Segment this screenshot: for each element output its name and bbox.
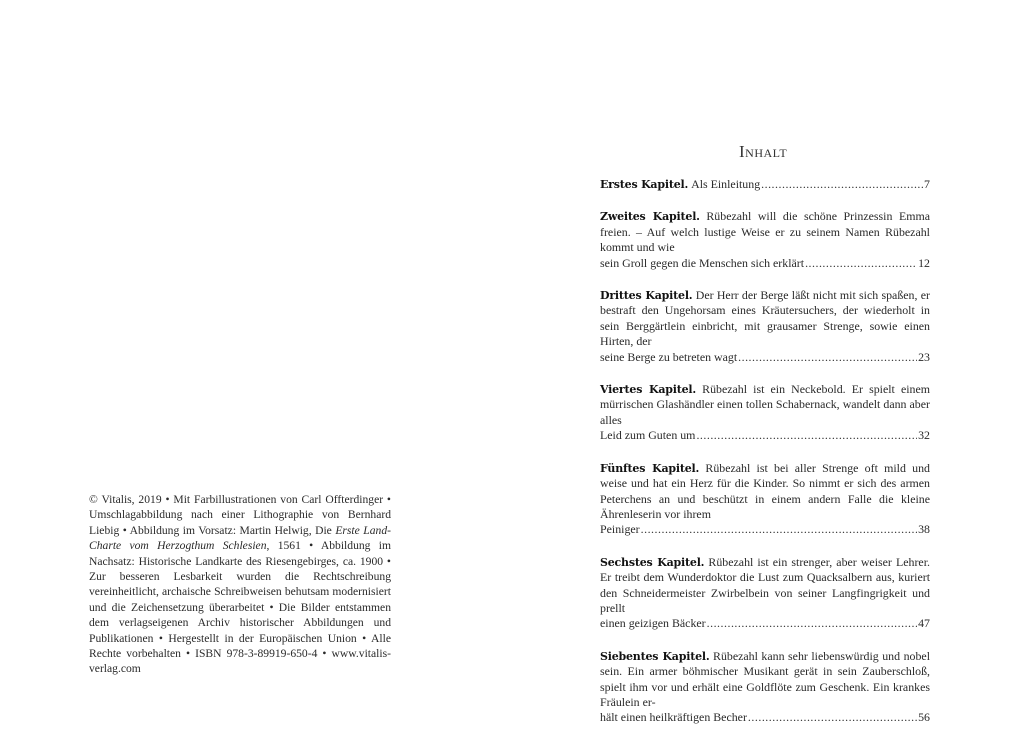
chapter-label: Zweites Kapitel. — [600, 210, 700, 224]
imprint-part-1: © Vitalis, 2019 • Mit Farbillustrationen von Carl Offterdinger • Umschlagabbildung nach einer Lithographie von Bernhard Liebig • Abbildung im Vorsatz: Martin Helwig, Die — [89, 493, 391, 537]
chapter-summary-end: seine Berge zu betreten wagt — [600, 349, 738, 364]
toc-entry[interactable] — [600, 288, 930, 365]
page-number: 47 — [918, 616, 930, 631]
toc-entry-last-line — [600, 428, 930, 443]
toc-title: Inhalt — [739, 142, 788, 161]
toc-entry-last-line — [600, 177, 930, 192]
chapter-summary: Der Herr der Berge läßt nicht mit sich spaßen, er bestraft den Ungehorsam eines Kräutersuchers, der wiederholt in sein Berggärtlein einbricht, mit grausamer Strenge, sowie einen Hirten, der — [600, 288, 930, 349]
chapter-label: Siebentes Kapitel. — [600, 649, 710, 663]
page-number: 23 — [918, 349, 930, 364]
toc-entry-last-line — [600, 710, 930, 725]
leader-dots — [738, 350, 917, 365]
chapter-label: Erstes Kapitel. — [600, 178, 689, 191]
toc-entry[interactable] — [600, 382, 930, 444]
imprint-part-2: , 1561 • Abbildung im Nachsatz: Historische Landkarte des Riesengebirges, ca. 1900 • Zur besseren Lesbarkeit wurden die Rechtschreibung vereinheitlicht, archaische Schreibweisen behutsam modernisiert und die Zeichensetzung überarbeitet • Die Bilder entstammen dem verlagseigenen Archiv historischer Abbildungen und Publikationen • Hergestellt in der Europäischen Union • Alle Rechte vorbehalten • ISBN 978-3-89919-650-4 • www.vitalis-verlag.com — [89, 539, 391, 676]
toc-entry-last-line — [600, 256, 930, 271]
chapter-summary-end: Peiniger — [600, 522, 640, 537]
table-of-contents — [600, 177, 930, 743]
toc-entry-last-line — [600, 616, 930, 631]
leader-dots — [696, 428, 917, 443]
page-number: 56 — [918, 710, 930, 725]
toc-entry-last-line — [600, 522, 930, 537]
toc-entry[interactable] — [600, 209, 930, 271]
imprint-text — [89, 492, 391, 677]
toc-entry-description — [600, 382, 930, 428]
leader-dots — [748, 710, 917, 725]
toc-entry[interactable] — [600, 555, 930, 632]
toc-entry[interactable] — [600, 177, 930, 192]
leader-dots — [707, 616, 917, 631]
chapter-summary: Rübezahl ist ein Neckebold. Er spielt einem mürrischen Glashändler einen tollen Schabernack, wandelt dann aber alles — [600, 382, 930, 427]
left-page — [0, 0, 510, 740]
chapter-summary: Rübezahl ist ein strenger, aber weiser Lehrer. Er treibt dem Wunderdoktor die Lust zum Quacksalbern aus, kuriert den Schneidermeister Zwirbelbein von seiner Langfingrigkeit und prellt — [600, 554, 930, 615]
chapter-summary: Rübezahl kann sehr liebenswürdig und nobel sein. Ein armer böhmischer Musikant gerät in sein Zauberschloß, spielt ihm vor und erhält eine Goldflöte zum Geschenk. Ein krankes Fräulein er- — [600, 648, 930, 709]
toc-entry-description — [600, 649, 930, 711]
leader-dots — [761, 177, 923, 192]
chapter-summary-end: hält einen heilkräftigen Becher — [600, 710, 747, 725]
toc-entry-description — [600, 209, 930, 255]
chapter-label: Sechstes Kapitel. — [600, 555, 705, 569]
toc-entry-description — [600, 555, 930, 617]
page-number: 7 — [924, 177, 930, 191]
chapter-label: Fünftes Kapitel. — [600, 461, 700, 475]
chapter-summary-end: einen geizigen Bäcker — [600, 616, 706, 631]
toc-entry-description — [600, 288, 930, 350]
toc-entry-last-line — [600, 350, 930, 365]
right-page — [510, 0, 1020, 740]
page-number: 12 — [918, 255, 930, 270]
leader-dots — [805, 256, 917, 271]
chapter-summary: Rübezahl ist bei aller Strenge oft mild und weise und hat ein Herz für die Kinder. So nimmt er sich des armen Peterchens an und beschützt in einem andern Falle die kleine Ährenleserin vor ihrem — [600, 460, 930, 521]
page-number: 32 — [918, 428, 930, 443]
chapter-summary-end: Leid zum Guten um — [600, 428, 696, 443]
chapter-summary-end: sein Groll gegen die Menschen sich erklärt — [600, 255, 805, 270]
imprint-map-title: Erste Land-Charte vom Herzogthum Schlesien — [89, 523, 391, 553]
toc-entry[interactable] — [600, 461, 930, 538]
leader-dots — [641, 522, 917, 537]
toc-entry-description — [600, 461, 930, 523]
toc-entry[interactable] — [600, 649, 930, 726]
chapter-label: Viertes Kapitel. — [600, 383, 697, 397]
page-number: 38 — [918, 522, 930, 537]
chapter-label: Drittes Kapitel. — [600, 289, 693, 303]
chapter-summary-end: Als Einleitung — [691, 177, 761, 191]
chapter-summary: Rübezahl will die schöne Prinzessin Emma freien. – Auf welch lustige Weise er zu seinem Namen Rübezahl kommt und wie — [600, 209, 930, 255]
